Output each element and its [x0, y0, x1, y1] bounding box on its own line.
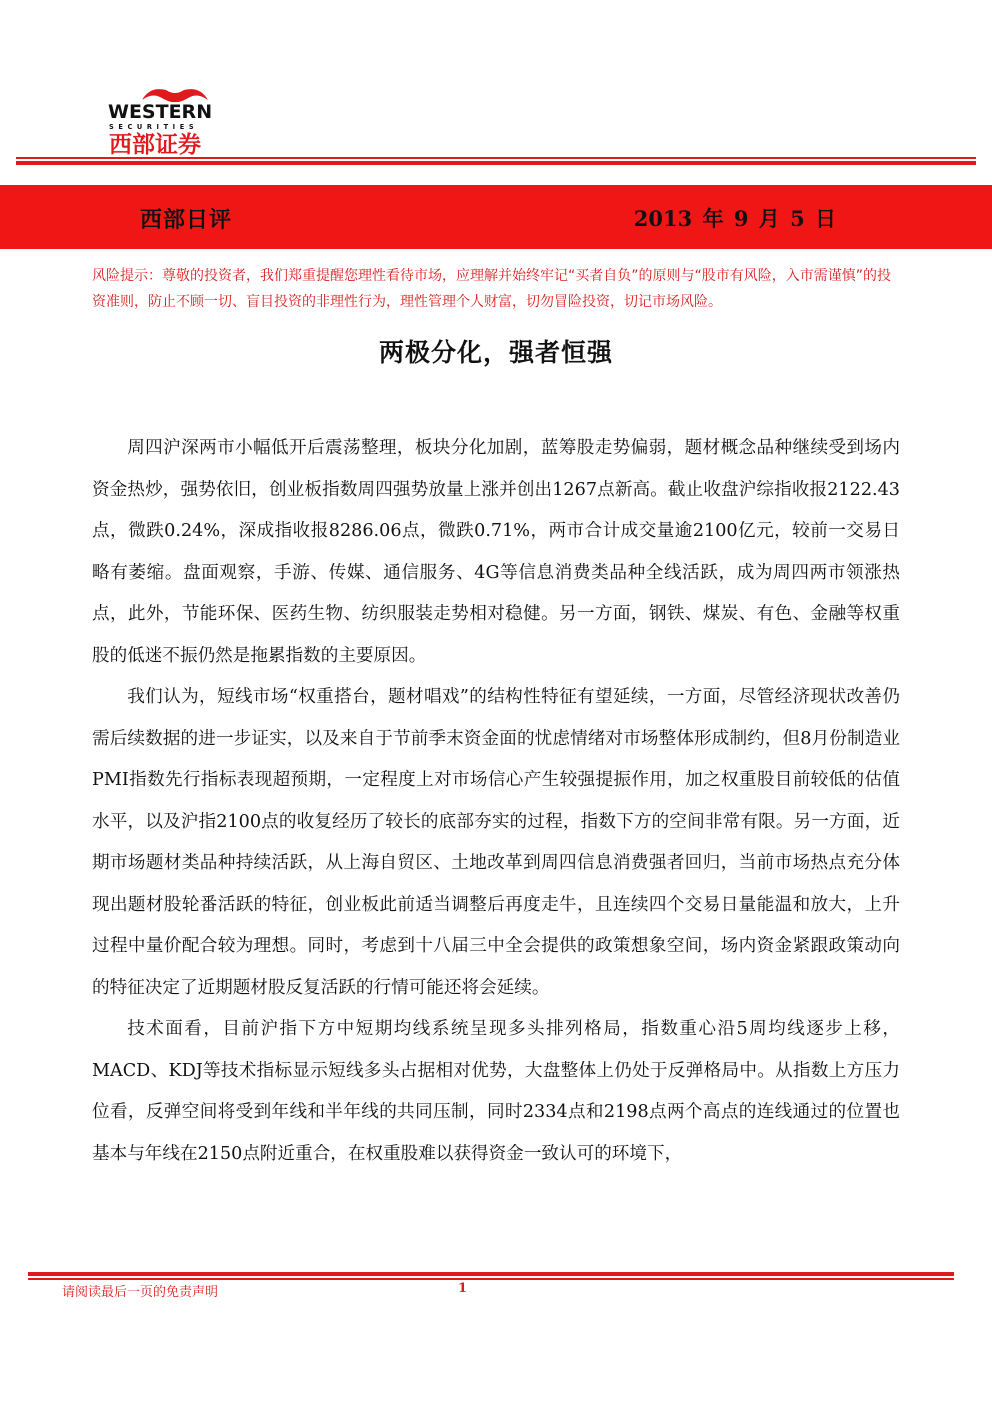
disclaimer-link[interactable]: 请阅读最后一页的免责声明 [62, 1285, 219, 1300]
article-headline: 两极分化，强者恒强 [378, 338, 613, 367]
paragraph: 我们认为，短线市场“权重搭台，题材唱戏”的结构性特征有望延续，一方面，尽管经济现状改善仍需后续数据的进一步证实，以及来自于节前季末资金面的忧虑情绪对市场整体形成制约，但8月份制造业PMI指数先行指标表现超预期，一定程度上对市场信心产生较强提振作用，加之权重股目前较低的估值水平，以及沪指2100点的收复经历了较长的底部夯实的过程，指数下方的空间非常有限。另一方面，近期市场题材类品种持续活跃，从上海自贸区、土地改革到周四信息消费强者回归，当前市场热点充分体现出题材股轮番活跃的特征，创业板此前适当调整后再度走牛，且连续四个交易日量能温和放大，上升过程中量价配合较为理想。同时，考虑到十八届三中全会提供的政策想象空间，场内资金紧跟政策动向的特征决定了近期题材股反复活跃的行情可能还将会延续。 [92, 687, 900, 998]
risk-notice: 风险提示：尊敬的投资者，我们郑重提醒您理性看待市场，应理解并始终牢记“买者自负”的原则与“股市有风险，入市需谨慎”的投资准则，防止不顾一切、盲目投资的非理性行为，理性管理个人财富，切勿冒险投资，切记市场风险。 [92, 268, 892, 310]
logo-sub-text: SECURITIES [109, 123, 199, 131]
banner-title: 西部日评 [140, 207, 233, 233]
paragraph: 周四沪深两市小幅低开后震荡整理，板块分化加剧，蓝筹股走势偏弱，题材概念品种继续受到场内资金热炒，强势依旧，创业板指数周四强势放量上涨并创出1267点新高。截止收盘沪综指收报2122.43点，微跌0.24%，深成指收报8286.06点，微跌0.71%，两市合计成交量逾2100亿元，较前一交易日略有萎缩。盘面观察，手游、传媒、通信服务、4G等信息消费类品种全线活跃，成为周四两市领涨热点，此外，节能环保、医药生物、纺织服装走势相对稳健。另一方面，钢铁、煤炭、有色、金融等权重股的低迷不振仍然是拖累指数的主要原因。 [92, 438, 900, 666]
page-number: 1 [458, 1281, 468, 1296]
footer-rule-thin [28, 1278, 954, 1280]
western-securities-logo [100, 84, 250, 156]
article-body [92, 428, 900, 1175]
logo-cn-text: 西部证券 [109, 132, 201, 156]
header-rule-thin [16, 157, 976, 159]
logo-en-text: WESTERN [108, 101, 213, 123]
header-rule-thick [16, 161, 976, 165]
paragraph: 技术面看，目前沪指下方中短期均线系统呈现多头排列格局，指数重心沿5周均线逐步上移，MACD、KDJ等技术指标显示短线多头占据相对优势，大盘整体上仍处于反弹格局中。从指数上方压力位看，反弹空间将受到年线和半年线的共同压制，同时2334点和2198点两个高点的连线通过的位置也基本与年线在2150点附近重合，在权重股难以获得资金一致认可的环境下， [92, 1019, 900, 1164]
footer-rule-thick [28, 1272, 954, 1276]
banner-date: 2013 年 9 月 5 日 [633, 206, 836, 231]
report-banner [0, 185, 992, 249]
